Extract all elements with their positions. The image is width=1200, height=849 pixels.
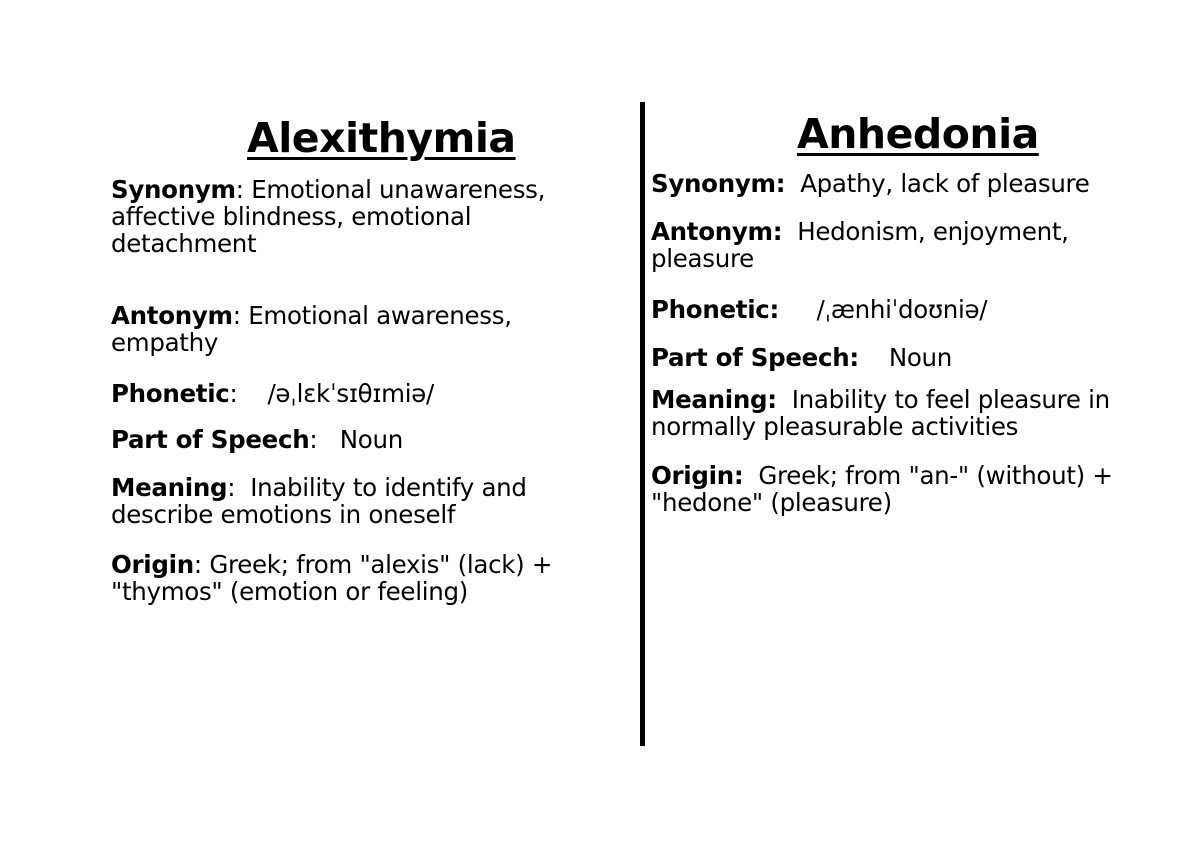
left-meaning-entry: Meaning: Inability to identify and describe emotions in oneself xyxy=(111,473,527,529)
right-word-title: Anhedonia xyxy=(797,110,1039,158)
left-antonym-text: Emotional awareness, empathy xyxy=(111,301,512,357)
left-synonym-label: Synonym xyxy=(111,175,236,204)
left-meaning-text: Inability to identify and describe emotions in oneself xyxy=(111,473,527,529)
left-pos-entry: Part of Speech: Noun xyxy=(111,425,403,454)
right-phonetic-label: Phonetic: xyxy=(651,295,780,324)
left-meaning-label: Meaning xyxy=(111,473,228,502)
right-meaning-entry xyxy=(651,386,1181,440)
right-pos-text: Noun xyxy=(888,343,952,372)
right-synonym-entry xyxy=(651,170,1181,197)
right-synonym-text: Apathy, lack of pleasure xyxy=(800,169,1090,198)
right-origin-label: Origin: xyxy=(651,461,744,490)
left-antonym-entry: Antonym: Emotional awareness, empathy xyxy=(111,301,512,357)
left-origin-entry: Origin: Greek; from "alexis" (lack) + "thymos" (emotion or feeling) xyxy=(111,550,553,606)
left-word-title: Alexithymia xyxy=(247,114,516,162)
left-pos-text: Noun xyxy=(339,425,403,454)
right-meaning-text: Inability to feel pleasure in normally pleasurable activities xyxy=(651,385,1110,441)
left-phonetic-label: Phonetic xyxy=(111,379,230,408)
right-phonetic-entry xyxy=(651,296,1181,323)
right-antonym-entry xyxy=(651,218,1171,272)
right-synonym-label: Synonym: xyxy=(651,169,786,198)
left-synonym-text: Emotional unawareness, affective blindness, emotional detachment xyxy=(111,175,546,258)
left-phonetic-entry: Phonetic: /əˌlɛkˈsɪθɪmiə/ xyxy=(111,379,434,408)
right-phonetic-text: /ˌænhiˈdoʊniə/ xyxy=(816,295,988,324)
left-origin-label: Origin xyxy=(111,550,194,579)
right-origin-entry xyxy=(651,462,1181,516)
left-synonym-entry: Synonym: Emotional unawareness, affective blindness, emotional detachment xyxy=(111,175,546,258)
column-divider xyxy=(640,102,645,746)
left-phonetic-text: /əˌlɛkˈsɪθɪmiə/ xyxy=(267,379,434,408)
right-antonym-label: Antonym: xyxy=(651,217,783,246)
left-origin-text: Greek; from "alexis" (lack) + "thymos" (emotion or feeling) xyxy=(111,550,553,606)
right-origin-text: Greek; from "an-" (without) + "hedone" (pleasure) xyxy=(651,461,1113,517)
right-antonym-text: Hedonism, enjoyment, pleasure xyxy=(651,217,1069,273)
right-meaning-label: Meaning: xyxy=(651,385,777,414)
right-pos-label: Part of Speech: xyxy=(651,343,859,372)
right-pos-entry xyxy=(651,344,1181,371)
left-antonym-label: Antonym xyxy=(111,301,233,330)
left-pos-label: Part of Speech xyxy=(111,425,310,454)
